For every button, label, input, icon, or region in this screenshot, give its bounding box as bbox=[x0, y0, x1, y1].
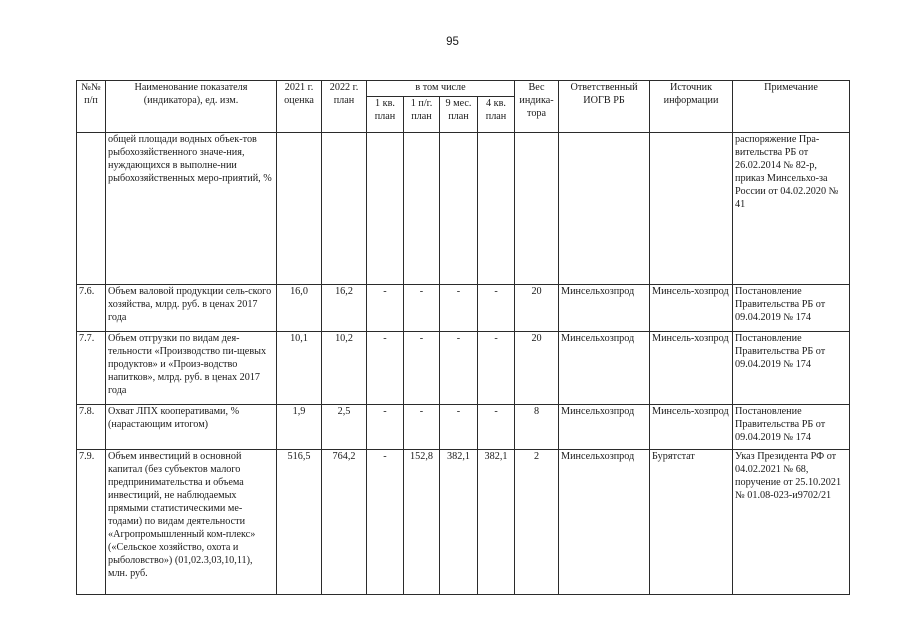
cell-name: Охват ЛПХ кооперативами, % (нарастающим итогом) bbox=[106, 404, 277, 449]
cell-q1: - bbox=[367, 331, 404, 404]
cell-source: Минсель-хозпрод bbox=[650, 331, 733, 404]
header-row bbox=[77, 81, 850, 97]
cell-weight: 2 bbox=[515, 449, 559, 594]
cell-num: 7.7. bbox=[77, 331, 106, 404]
table-row bbox=[77, 404, 850, 449]
cell-weight: 8 bbox=[515, 404, 559, 449]
cell-q1: - bbox=[367, 449, 404, 594]
cell-q4: - bbox=[478, 284, 515, 331]
cell-h1 bbox=[404, 132, 440, 284]
header-name: Наименование показателя (индикатора), ед. изм. bbox=[106, 81, 277, 133]
indicators-table bbox=[76, 80, 850, 595]
cell-q4 bbox=[478, 132, 515, 284]
table-row bbox=[77, 132, 850, 284]
cell-plan-2022: 16,2 bbox=[322, 284, 367, 331]
cell-responsible: Минсельхозпрод bbox=[559, 331, 650, 404]
cell-note: Постановление Правительства РБ от 09.04.2019 № 174 bbox=[733, 404, 850, 449]
cell-source: Бурятстат bbox=[650, 449, 733, 594]
cell-plan-2022 bbox=[322, 132, 367, 284]
table-row bbox=[77, 331, 850, 404]
header-responsible: Ответственный ИОГВ РБ bbox=[559, 81, 650, 133]
cell-h1: - bbox=[404, 404, 440, 449]
cell-m9: 382,1 bbox=[440, 449, 478, 594]
cell-plan-2022: 2,5 bbox=[322, 404, 367, 449]
table-row bbox=[77, 284, 850, 331]
cell-plan-2022: 764,2 bbox=[322, 449, 367, 594]
cell-estimate-2021: 516,5 bbox=[277, 449, 322, 594]
cell-source: Минсель-хозпрод bbox=[650, 284, 733, 331]
cell-estimate-2021: 16,0 bbox=[277, 284, 322, 331]
cell-note: Постановление Правительства РБ от 09.04.2019 № 174 bbox=[733, 331, 850, 404]
cell-weight: 20 bbox=[515, 284, 559, 331]
header-m9: 9 мес. план bbox=[440, 96, 478, 132]
header-including: в том числе bbox=[367, 81, 515, 97]
cell-name: Объем инвестиций в основной капитал (без субъектов малого предпринимательства и объема инвестиций, не наблюдаемых прямыми статистическими ме-тодами) по видам деятельности «Агропромышленный ком-плекс» («Сельское хозяйство, охота и рыболовство») (01,02.3,03,10,11), млн. руб. bbox=[106, 449, 277, 594]
header-plan-2022: 2022 г. план bbox=[322, 81, 367, 133]
cell-q1: - bbox=[367, 284, 404, 331]
cell-num: 7.9. bbox=[77, 449, 106, 594]
cell-name: Объем отгрузки по видам дея-тельности «Производство пи-щевых продуктов» и «Произ-водство напитков», млрд. руб. в ценах 2017 года bbox=[106, 331, 277, 404]
cell-estimate-2021 bbox=[277, 132, 322, 284]
cell-responsible: Минсельхозпрод bbox=[559, 284, 650, 331]
cell-m9: - bbox=[440, 331, 478, 404]
cell-num: 7.8. bbox=[77, 404, 106, 449]
cell-plan-2022: 10,2 bbox=[322, 331, 367, 404]
cell-h1: 152,8 bbox=[404, 449, 440, 594]
cell-responsible bbox=[559, 132, 650, 284]
cell-weight: 20 bbox=[515, 331, 559, 404]
cell-weight bbox=[515, 132, 559, 284]
cell-m9 bbox=[440, 132, 478, 284]
cell-name: общей площади водных объек-тов рыбохозяйственного значе-ния, нуждающихся в выполне-нии рыбохозяйственных меро-приятий, % bbox=[106, 132, 277, 284]
cell-source: Минсель-хозпрод bbox=[650, 404, 733, 449]
cell-q1: - bbox=[367, 404, 404, 449]
cell-h1: - bbox=[404, 331, 440, 404]
cell-num bbox=[77, 132, 106, 284]
header-q1: 1 кв. план bbox=[367, 96, 404, 132]
cell-q4: - bbox=[478, 404, 515, 449]
cell-responsible: Минсельхозпрод bbox=[559, 449, 650, 594]
cell-q1 bbox=[367, 132, 404, 284]
cell-name: Объем валовой продукции сель-ского хозяйства, млрд. руб. в ценах 2017 года bbox=[106, 284, 277, 331]
cell-m9: - bbox=[440, 284, 478, 331]
header-estimate-2021: 2021 г. оценка bbox=[277, 81, 322, 133]
cell-h1: - bbox=[404, 284, 440, 331]
cell-responsible: Минсельхозпрод bbox=[559, 404, 650, 449]
cell-estimate-2021: 10,1 bbox=[277, 331, 322, 404]
cell-note: Постановление Правительства РБ от 09.04.2019 № 174 bbox=[733, 284, 850, 331]
cell-q4: - bbox=[478, 331, 515, 404]
cell-note: распоряжение Пра-вительства РБ от 26.02.2014 № 82-р, приказ Минсельхо-за России от 04.02.2020 № 41 bbox=[733, 132, 850, 284]
cell-m9: - bbox=[440, 404, 478, 449]
page-number: 95 bbox=[446, 36, 459, 48]
header-num: №№ п/п bbox=[77, 81, 106, 133]
cell-q4: 382,1 bbox=[478, 449, 515, 594]
header-source: Источник информации bbox=[650, 81, 733, 133]
header-h1: 1 п/г. план bbox=[404, 96, 440, 132]
header-q4: 4 кв. план bbox=[478, 96, 515, 132]
header-note: Примечание bbox=[733, 81, 850, 133]
header-weight: Вес индика-тора bbox=[515, 81, 559, 133]
table-row bbox=[77, 449, 850, 594]
cell-num: 7.6. bbox=[77, 284, 106, 331]
cell-source bbox=[650, 132, 733, 284]
cell-estimate-2021: 1,9 bbox=[277, 404, 322, 449]
cell-note: Указ Президента РФ от 04.02.2021 № 68, поручение от 25.10.2021 № 01.08-023-и9702/21 bbox=[733, 449, 850, 594]
